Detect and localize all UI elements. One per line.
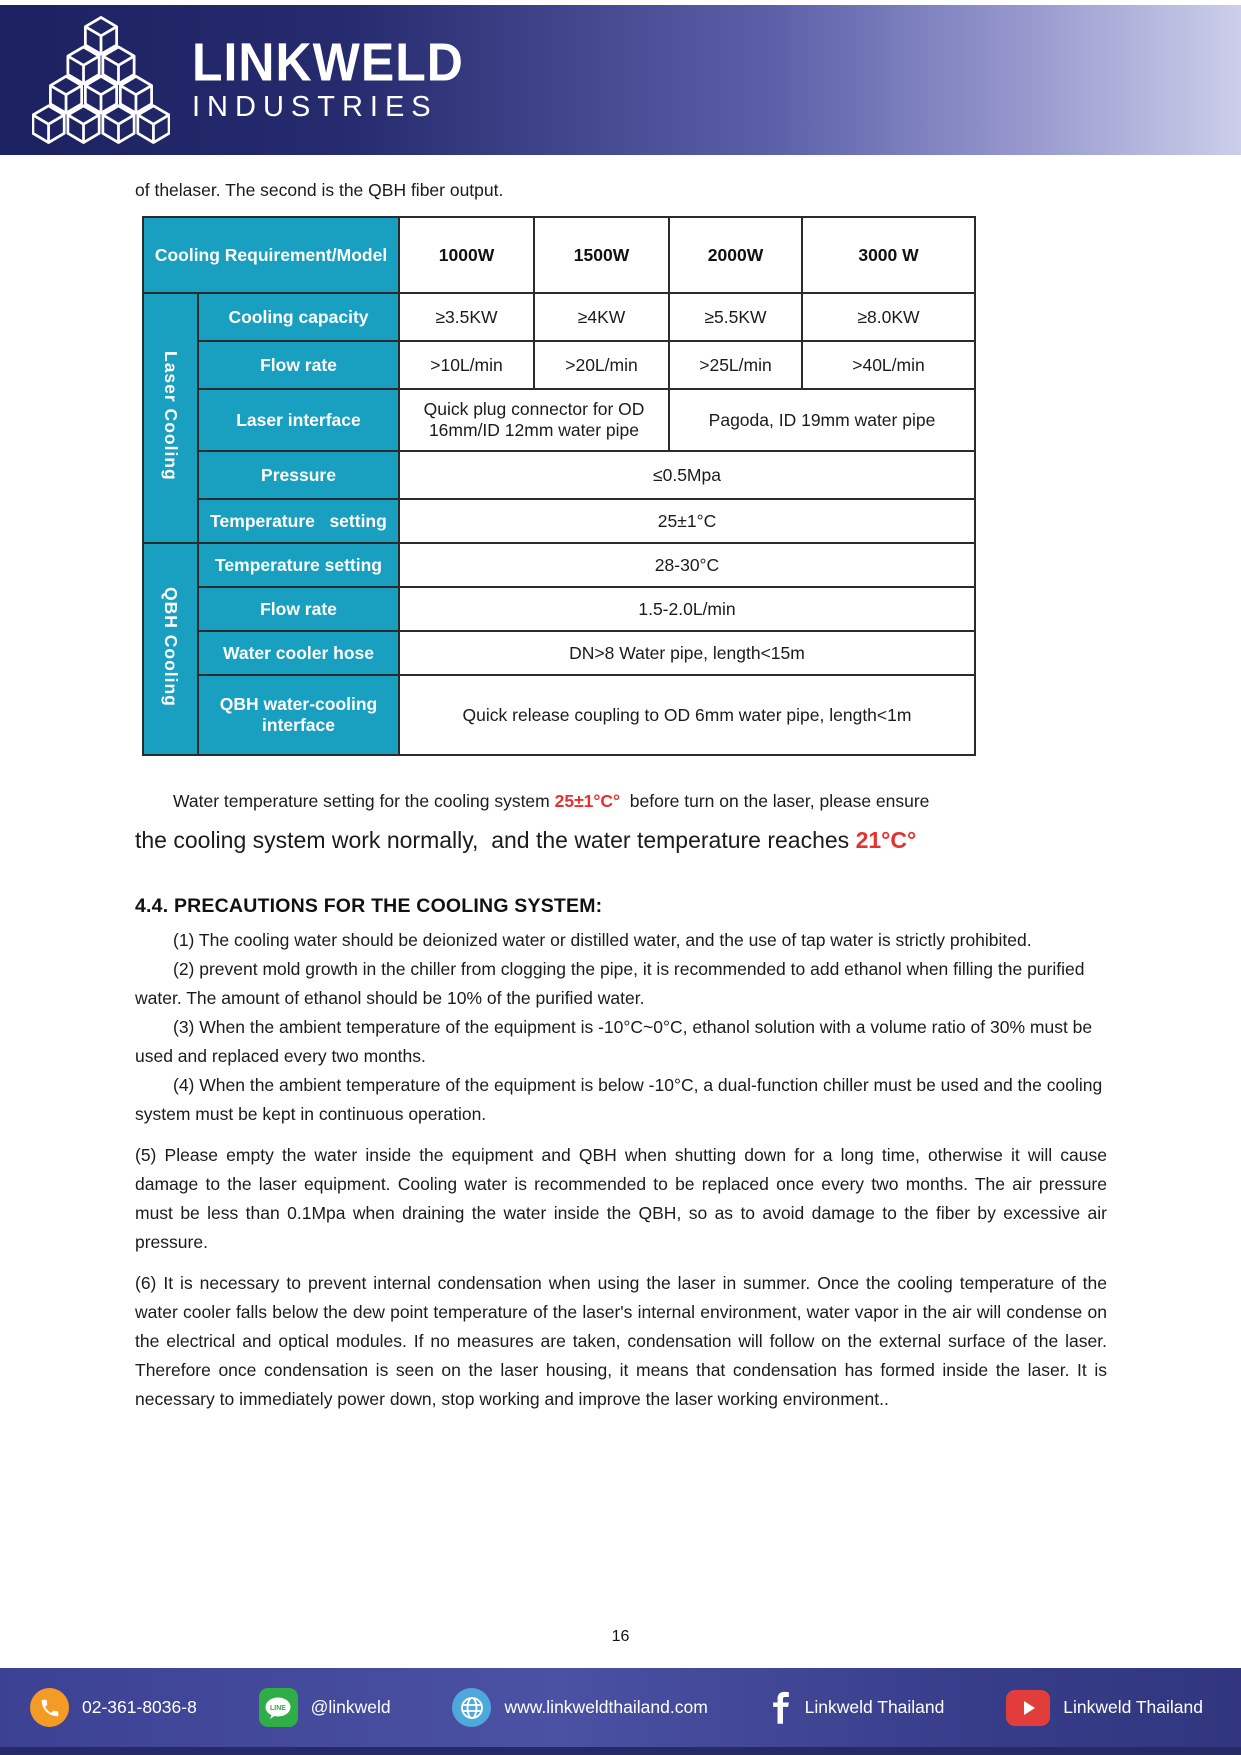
cell-capacity-2000w: ≥5.5KW	[669, 293, 802, 341]
laser-cooling-vertical-label: Laser Cooling	[161, 350, 181, 481]
intro-text: of thelaser. The second is the QBH fiber output.	[135, 180, 504, 200]
column-header-3000w: 3000 W	[802, 217, 975, 293]
cell-flow-1000w: >10L/min	[399, 341, 534, 389]
precaution-item-2: (2) prevent mold growth in the chiller from clogging the pipe, it is recommended to add ethanol when filling the purified water. The amount of ethanol should be 10% of the purified water.	[135, 959, 1085, 1008]
table-corner-header: Cooling Requirement/Model	[143, 217, 399, 293]
brand-division: INDUSTRIES	[192, 91, 438, 123]
row-label-laser-temperature-setting: Temperature setting	[198, 499, 399, 543]
cell-laser-interface-large: Pagoda, ID 19mm water pipe	[669, 389, 975, 451]
footer-facebook	[770, 1689, 945, 1727]
footer-website-url: www.linkweldthailand.com	[504, 1697, 708, 1717]
table-row	[143, 451, 975, 499]
water-temperature-note-line1	[135, 788, 1107, 815]
footer-phone	[30, 1688, 197, 1727]
row-label-pressure: Pressure	[198, 451, 399, 499]
note-red-temperature: 21°C°	[855, 827, 917, 853]
precaution-item-4: (4) When the ambient temperature of the equipment is below -10°C, a dual-function chiller must be used and the cooling system must be kept in continuous operation.	[135, 1075, 1103, 1124]
qbh-cooling-vertical-label: QBH Cooling	[161, 586, 181, 707]
table-row	[143, 499, 975, 543]
row-label-water-cooler-hose: Water cooler hose	[198, 631, 399, 675]
footer-facebook-name: Linkweld Thailand	[804, 1697, 945, 1717]
group-label-qbh-cooling	[143, 543, 198, 755]
footer-line	[259, 1688, 391, 1727]
note-red-temperature: 25±1°C°	[554, 791, 621, 811]
note-text: the cooling system work normally, and the water temperature reaches	[135, 827, 856, 853]
brand-block	[192, 31, 464, 124]
youtube-icon	[1006, 1690, 1050, 1726]
precaution-item-1: (1) The cooling water should be deionized water or distilled water, and the use of tap water is strictly prohibited.	[173, 930, 1032, 950]
note-text: Water temperature setting for the cooling system	[173, 791, 555, 811]
linkweld-cube-logo-icon	[32, 15, 170, 145]
precaution-item-3: (3) When the ambient temperature of the equipment is -10°C~0°C, ethanol solution with a volume ratio of 30% must be used and replaced every two months.	[135, 1017, 1093, 1066]
note-text: before turn on the laser, please ensure	[620, 791, 930, 811]
row-label-qbh-flow-rate: Flow rate	[198, 587, 399, 631]
brand-name: LINKWELD	[192, 31, 464, 93]
column-header-1000w: 1000W	[399, 217, 534, 293]
footer-bottom-strip	[0, 1747, 1241, 1755]
table-row	[143, 587, 975, 631]
cell-laser-interface-small: Quick plug connector for OD 16mm/ID 12mm water pipe	[399, 389, 669, 451]
precaution-item-6: (6) It is necessary to prevent internal condensation when using the laser in summer. Once the cooling temperature of the water cooler falls below the dew point temperature of the laser's internal environment, water vapor in the air will condense on the electrical and optical modules. If no measures are taken, condensation will follow on the external surface of the laser. Therefore once condensation is seen on the laser housing, it means that condensation has formed inside the laser. It is necessary to immediately power down, stop working and improve the laser working environment..	[135, 1273, 1107, 1409]
cell-flow-3000w: >40L/min	[802, 341, 975, 389]
header-banner	[0, 5, 1241, 155]
footer-line-id: @linkweld	[310, 1697, 391, 1717]
page-content	[135, 178, 1107, 1414]
line-app-icon	[259, 1688, 298, 1727]
cell-qbh-flow: 1.5-2.0L/min	[399, 587, 975, 631]
column-header-1500w: 1500W	[534, 217, 669, 293]
row-label-flow-rate: Flow rate	[198, 341, 399, 389]
table-row	[143, 389, 975, 451]
table-row	[143, 341, 975, 389]
table-row	[143, 293, 975, 341]
cell-capacity-1000w: ≥3.5KW	[399, 293, 534, 341]
row-label-qbh-temperature-setting: Temperature setting	[198, 543, 399, 587]
cooling-spec-table	[142, 216, 976, 756]
precaution-list	[135, 926, 1107, 1414]
cell-capacity-1500w: ≥4KW	[534, 293, 669, 341]
phone-icon	[30, 1688, 69, 1727]
globe-icon	[452, 1688, 491, 1727]
facebook-icon	[770, 1689, 792, 1727]
cell-pressure: ≤0.5Mpa	[399, 451, 975, 499]
footer-youtube-name: Linkweld Thailand	[1063, 1697, 1203, 1717]
footer-youtube	[1006, 1690, 1203, 1726]
table-row	[143, 543, 975, 587]
svg-text:LINE: LINE	[270, 1704, 287, 1712]
table-row	[143, 631, 975, 675]
cell-flow-1500w: >20L/min	[534, 341, 669, 389]
group-label-laser-cooling	[143, 293, 198, 543]
table-row	[143, 675, 975, 755]
row-label-cooling-capacity: Cooling capacity	[198, 293, 399, 341]
table-header-row	[143, 217, 975, 293]
cell-capacity-3000w: ≥8.0KW	[802, 293, 975, 341]
cell-qbh-temperature: 28-30°C	[399, 543, 975, 587]
water-temperature-note-line2	[135, 823, 1107, 857]
cell-laser-temperature: 25±1°C	[399, 499, 975, 543]
footer-phone-number: 02-361-8036-8	[82, 1697, 197, 1717]
footer-website	[452, 1688, 707, 1727]
page-number: 16	[611, 1628, 630, 1645]
row-label-qbh-water-cooling-interface: QBH water-cooling interface	[198, 675, 399, 755]
column-header-2000w: 2000W	[669, 217, 802, 293]
precaution-item-5: (5) Please empty the water inside the equipment and QBH when shutting down for a long time, otherwise it will cause damage to the laser equipment. Cooling water is recommended to be replaced once every two months. The air pressure must be less than 0.1Mpa when draining the water inside the QBH, so as to avoid damage to the fiber by excessive air pressure.	[135, 1145, 1107, 1252]
cell-water-cooler-hose: DN>8 Water pipe, length<15m	[399, 631, 975, 675]
footer-contact-bar	[0, 1668, 1241, 1747]
section-heading: 4.4. PRECAUTIONS FOR THE COOLING SYSTEM:	[135, 895, 603, 917]
cell-flow-2000w: >25L/min	[669, 341, 802, 389]
row-label-laser-interface: Laser interface	[198, 389, 399, 451]
cell-qbh-interface: Quick release coupling to OD 6mm water pipe, length<1m	[399, 675, 975, 755]
